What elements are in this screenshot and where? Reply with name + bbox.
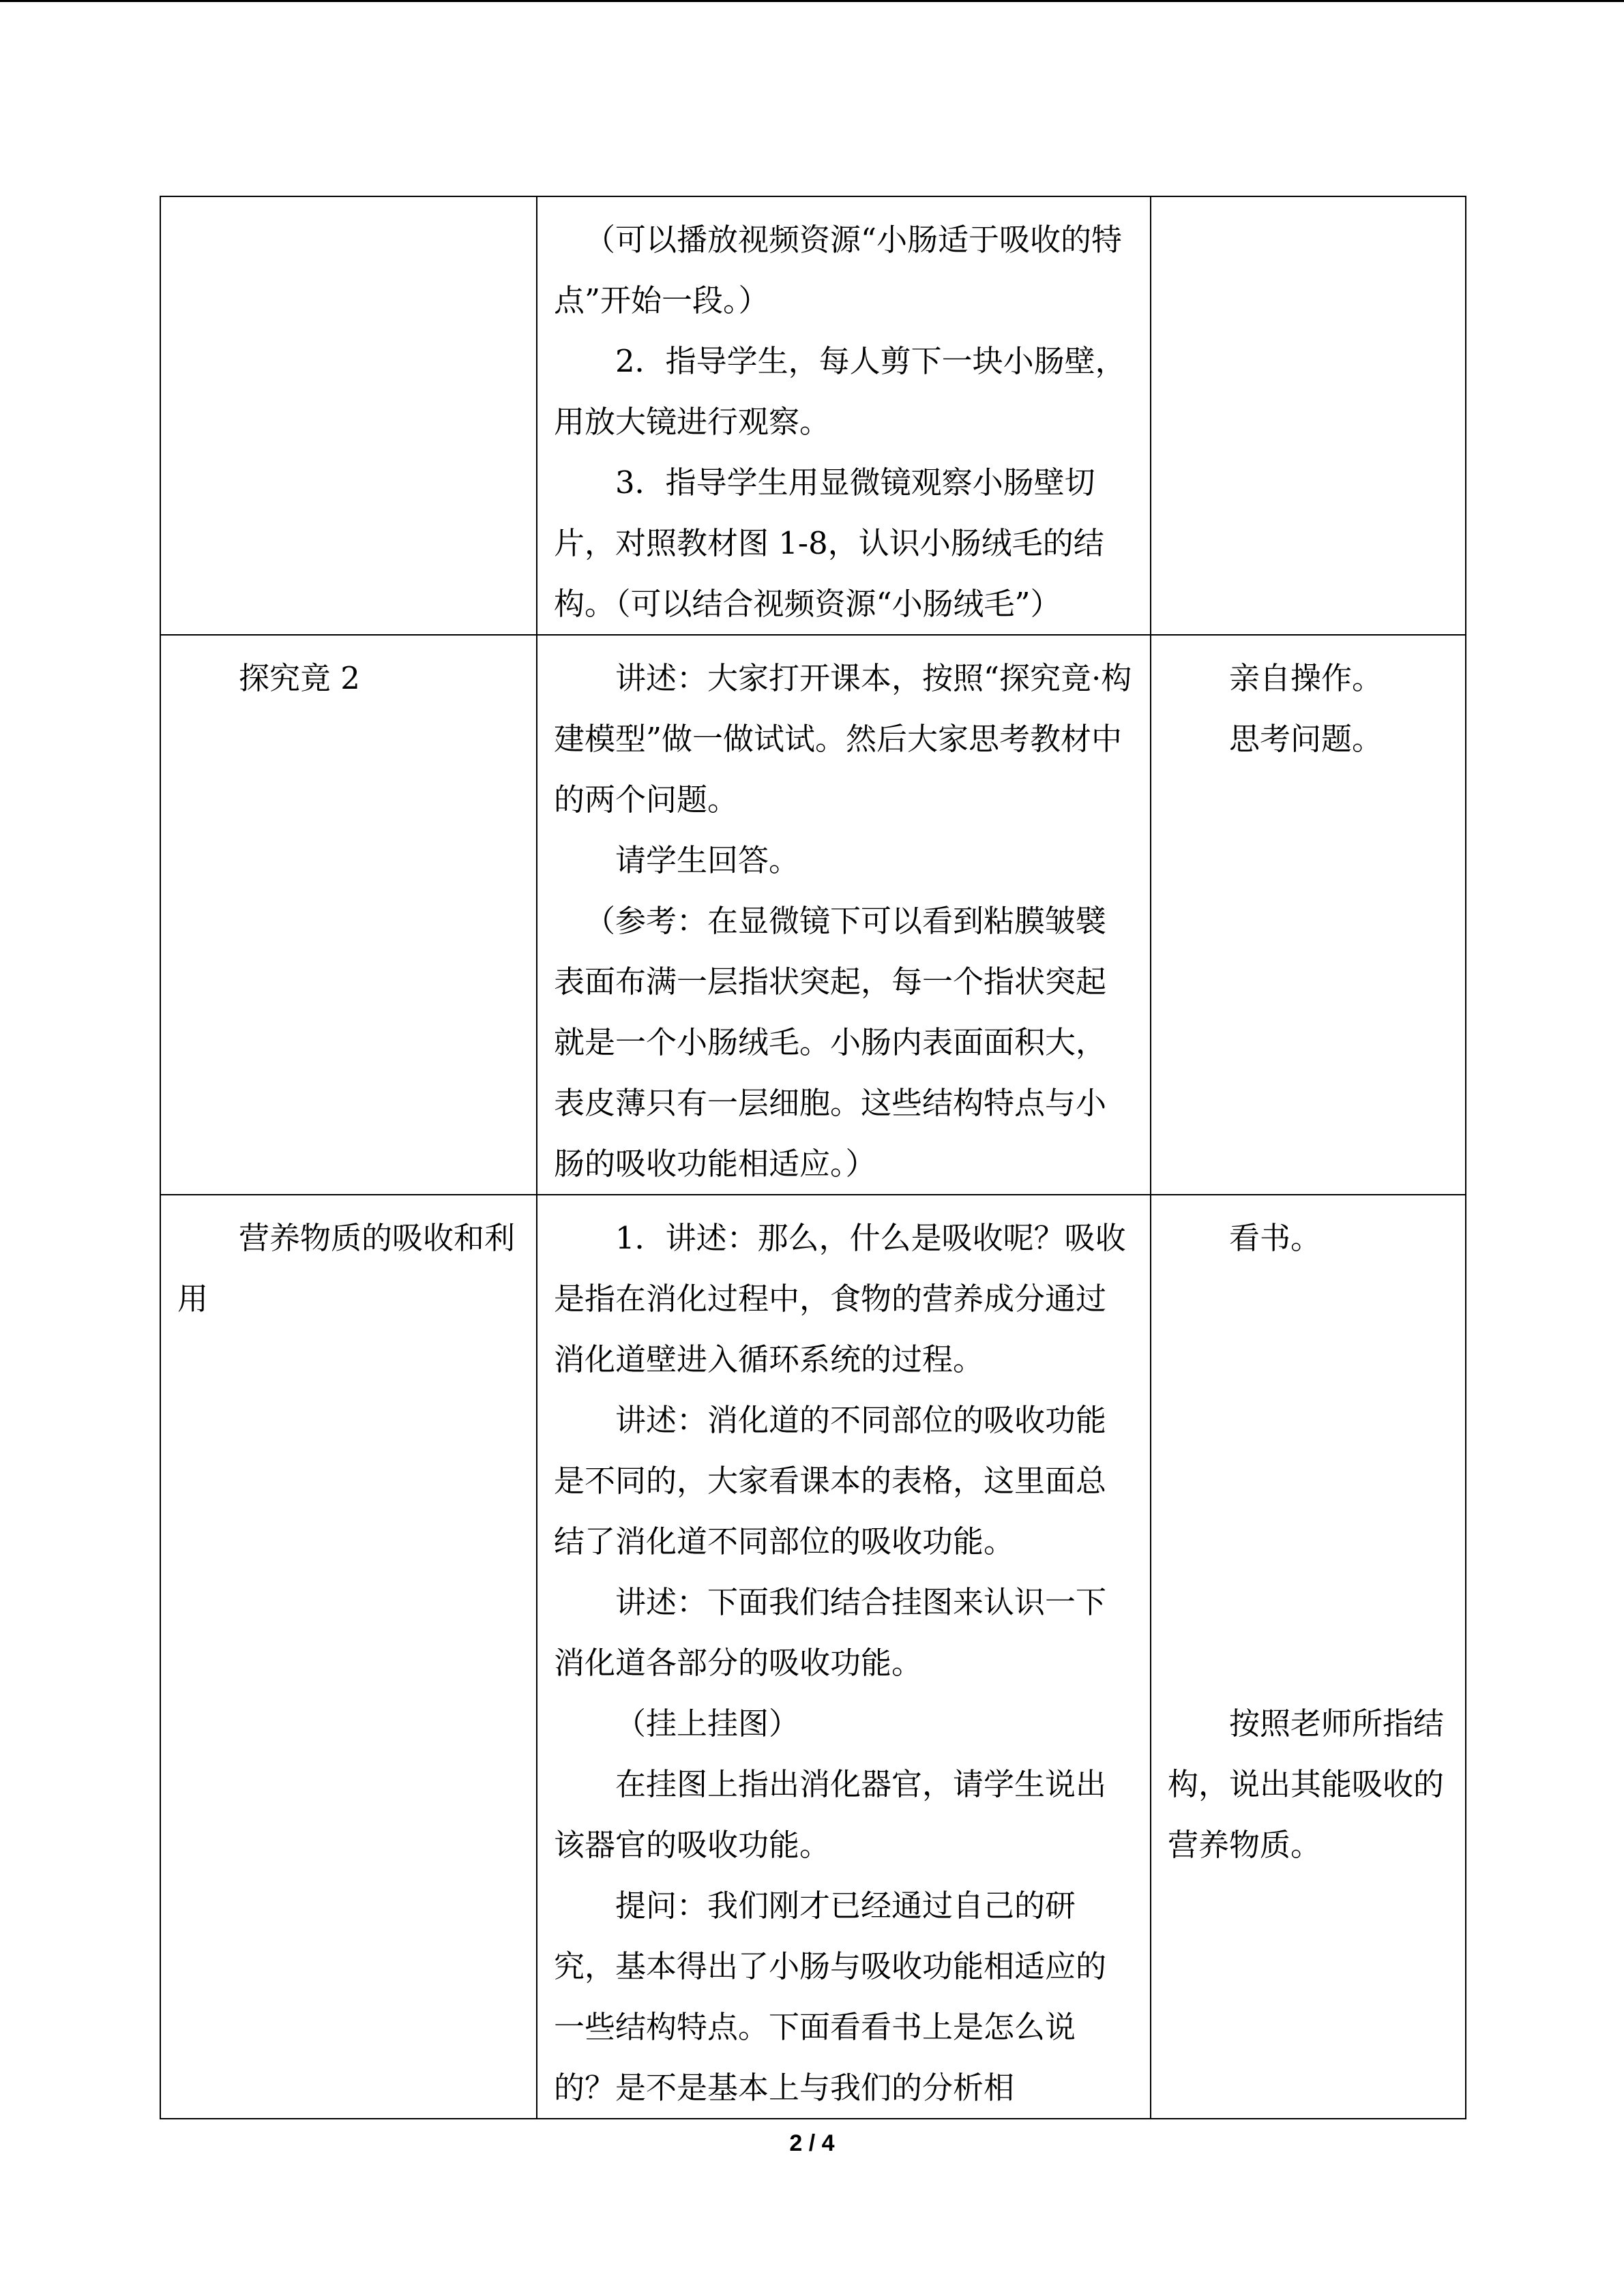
paragraph: 讲述：消化道的不同部位的吸收功能是不同的，大家看课本的表格，这里面总结了消化道不同部位的吸收功能。 bbox=[554, 1402, 1107, 1560]
topic-label: 探究竟 2 bbox=[239, 660, 360, 696]
paragraph: 在挂图上指出消化器官，请学生说出该器官的吸收功能。 bbox=[554, 1766, 1107, 1863]
paragraph: 看书。 bbox=[1229, 1220, 1322, 1256]
paragraph: 讲述：大家打开课本，按照“探究竟·构建模型”做一做试试。然后大家思考教材中的两个问题。 bbox=[554, 660, 1132, 818]
student-activity-cell bbox=[1151, 1195, 1466, 2119]
paragraph: 提问：我们刚才已经通过自己的研究，基本得出了小肠与吸收功能相适应的一些结构特点。下面看看书上是怎么说的？是不是基本上与我们的分析相 bbox=[554, 1888, 1107, 2106]
lesson-plan-table bbox=[160, 196, 1466, 2119]
topic-cell bbox=[160, 196, 537, 635]
topic-cell bbox=[160, 1195, 537, 2119]
topic-label: 营养物质的吸收和利用 bbox=[177, 1220, 516, 1317]
paragraph: 亲自操作。 bbox=[1229, 660, 1383, 696]
student-activity-cell bbox=[1151, 635, 1466, 1195]
teacher-activity-cell bbox=[537, 635, 1151, 1195]
paragraph: 按照老师所指结构，说出其能吸收的营养物质。 bbox=[1168, 1705, 1445, 1863]
teacher-activity-cell bbox=[537, 1195, 1151, 2119]
topic-cell bbox=[160, 635, 537, 1195]
page-number: 2 / 4 bbox=[789, 2130, 835, 2156]
paragraph: （挂上挂图） bbox=[615, 1705, 800, 1742]
table-row bbox=[160, 635, 1466, 1195]
paragraph: 1．讲述：那么，什么是吸收呢？吸收是指在消化过程中，食物的营养成分通过消化道壁进入循环系统的过程。 bbox=[554, 1220, 1126, 1377]
paragraph: （可以播放视频资源“小肠适于吸收的特点”开始一段。） bbox=[554, 222, 1123, 318]
paragraph: 思考问题。 bbox=[1229, 721, 1383, 757]
paragraph: 3．指导学生用显微镜观察小肠壁切片，对照教材图 1-8，认识小肠绒毛的结构。（可以结合视频资源“小肠绒毛”） bbox=[554, 464, 1104, 622]
teacher-activity-cell bbox=[537, 196, 1151, 635]
student-activity-cell bbox=[1151, 196, 1466, 635]
paragraph: 请学生回答。 bbox=[615, 842, 800, 878]
table-row bbox=[160, 196, 1466, 635]
paragraph: 2．指导学生，每人剪下一块小肠壁，用放大镜进行观察。 bbox=[554, 343, 1126, 440]
paragraph: （参考：在显微镜下可以看到粘膜皱襞表面布满一层指状突起，每一个指状突起就是一个小肠绒毛。小肠内表面面积大，表皮薄只有一层细胞。这些结构特点与小肠的吸收功能相适应。） bbox=[554, 903, 1107, 1182]
page-top-border bbox=[0, 0, 1624, 2]
paragraph: 讲述：下面我们结合挂图来认识一下消化道各部分的吸收功能。 bbox=[554, 1584, 1107, 1681]
table-row bbox=[160, 1195, 1466, 2119]
